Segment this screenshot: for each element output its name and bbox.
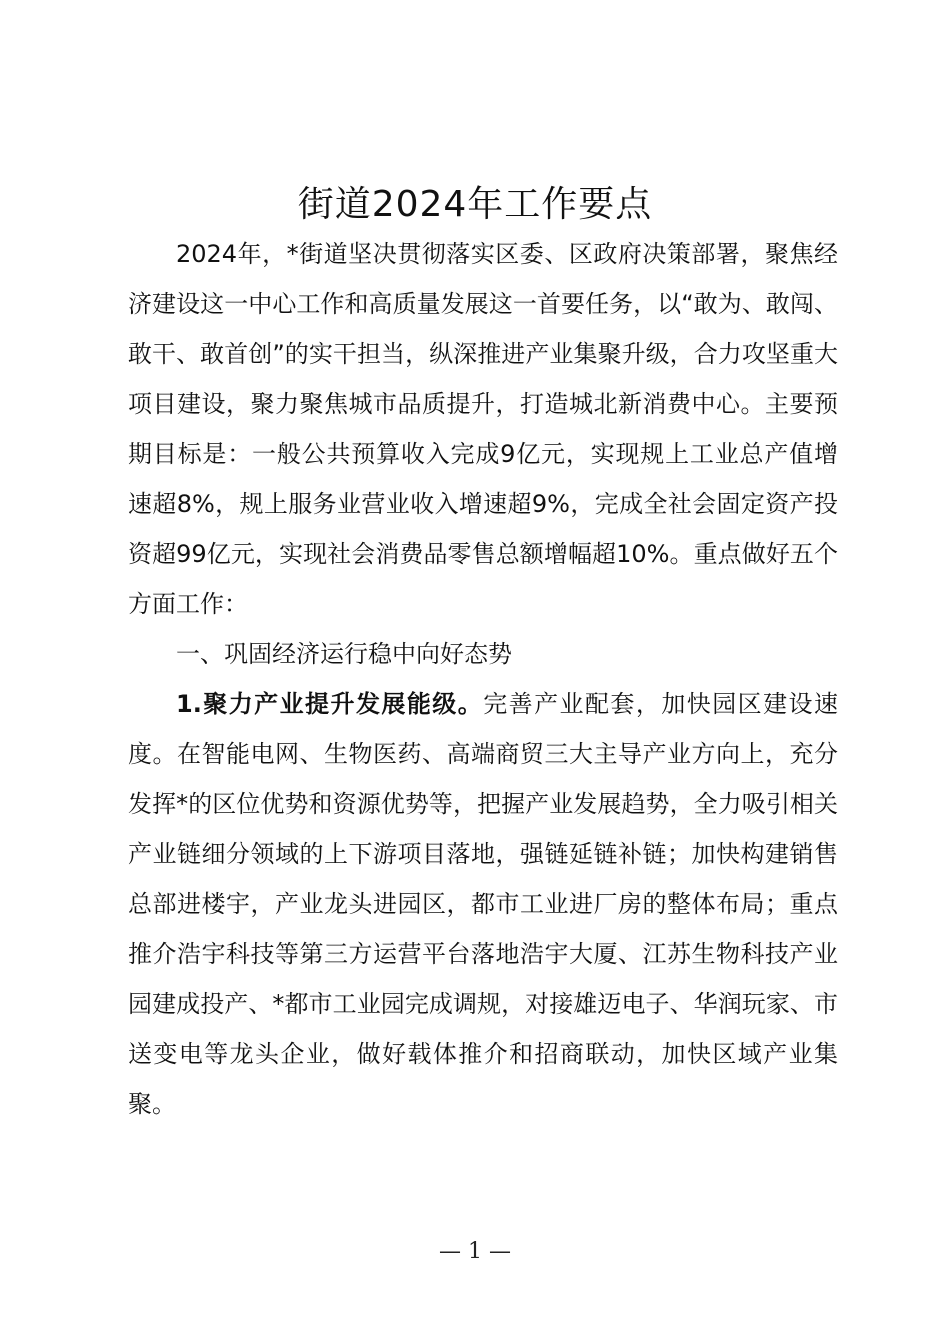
intro-paragraph: 2024年，*街道坚决贯彻落实区委、区政府决策部署，聚焦经济建设这一中心工作和高质量发展这一首要任务，以“敢为、敢闯、敢干、敢首创”的实干担当，纵深推进产业集聚升级，合力攻坚重大项目建设，聚力聚焦城市品质提升，打造城北新消费中心。主要预期目标是：一般公共预算收入完成9亿元，实现规上工业总产值增速超8%，规上服务业营业收入增速超9%，完成全社会固定资产投资超99亿元，实现社会消费品零售总额增幅超10%。重点做好五个方面工作：	[128, 240, 838, 618]
page-number: — 1 —	[439, 1239, 511, 1264]
item-paragraph-1	[128, 679, 838, 1129]
document-body	[128, 229, 838, 1129]
item-text-1: 完善产业配套，加快园区建设速度。在智能电网、生物医药、高端商贸三大主导产业方向上，充分发挥*的区位优势和资源优势等，把握产业发展趋势，全力吸引相关产业链细分领域的上下游项目落地，强链延链补链；加快构建销售总部进楼宇，产业龙头进园区，都市工业进厂房的整体布局；重点推介浩宇科技等第三方运营平台落地浩宇大厦、江苏生物科技产业园建成投产、*都市工业园完成调规，对接雄迈电子、华润玩家、市送变电等龙头企业，做好载体推介和招商联动，加快区域产业集聚。	[128, 690, 838, 1118]
document-title: 街道2024年工作要点	[297, 184, 653, 225]
item-lead-1: 1.聚力产业提升发展能级。	[176, 690, 484, 718]
section-heading-1: 一、巩固经济运行稳中向好态势	[176, 640, 512, 668]
